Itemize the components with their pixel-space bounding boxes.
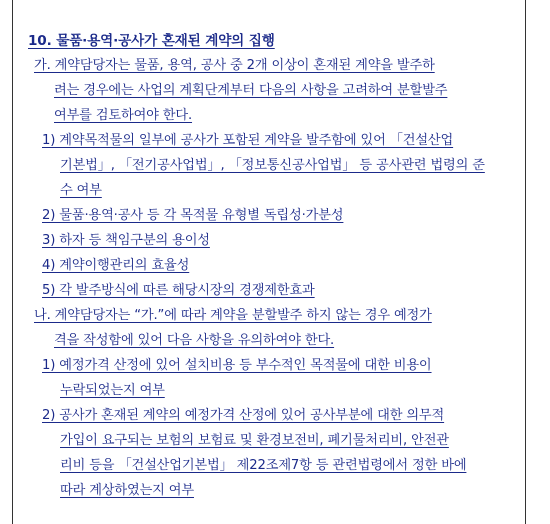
text-line: 가입이 요구되는 보험의 보험료 및 환경보전비, 폐기물처리비, 안전관	[60, 433, 449, 448]
text-line: 누락되었는지 여부	[60, 383, 165, 398]
text-line: 수 여부	[60, 183, 102, 198]
text-line: 2) 공사가 혼재된 계약의 예정가격 산정에 있어 공사부분에 대한 의무적	[42, 408, 445, 423]
text-line: 5) 각 발주방식에 따른 해당시장의 경쟁제한효과	[42, 283, 315, 298]
text-line: 나. 계약담당자는 “가.”에 따라 계약을 분할발주 하지 않는 경우 예정가	[34, 308, 432, 323]
text-line: 따라 계상하였는지 여부	[60, 483, 194, 498]
text-line: 리비 등을 「건설산업기본법」 제22조제7항 등 관련법령에서 정한 바에	[60, 458, 467, 473]
text-line: 1) 계약목적물의 일부에 공사가 포함된 계약을 발주함에 있어 「건설산업	[42, 133, 454, 148]
text-line: 여부를 검토하여야 한다.	[54, 108, 193, 123]
text-line: 3) 하자 등 책임구분의 용이성	[42, 233, 210, 248]
text-line: 가. 계약담당자는 물품, 용역, 공사 중 2개 이상이 혼재된 계약을 발주하	[34, 58, 435, 73]
text-line: 려는 경우에는 사업의 계획단계부터 다음의 사항을 고려하여 분할발주	[54, 83, 448, 98]
text-line: 4) 계약이행관리의 효율성	[42, 258, 190, 273]
text-line: 1) 예정가격 산정에 있어 설치비용 등 부수적인 목적물에 대한 비용이	[42, 358, 432, 373]
text-line: 격을 작성함에 있어 다음 사항을 유의하여야 한다.	[54, 333, 335, 348]
text-line: 2) 물품·용역·공사 등 각 목적물 유형별 독립성·가분성	[42, 208, 344, 223]
section-title: 10. 물품·용역·공사가 혼재된 계약의 집행	[28, 33, 275, 49]
text-line: 기본법」, 「전기공사업법」, 「정보통신공사업법」 등 공사관련 법령의 준	[60, 158, 485, 173]
